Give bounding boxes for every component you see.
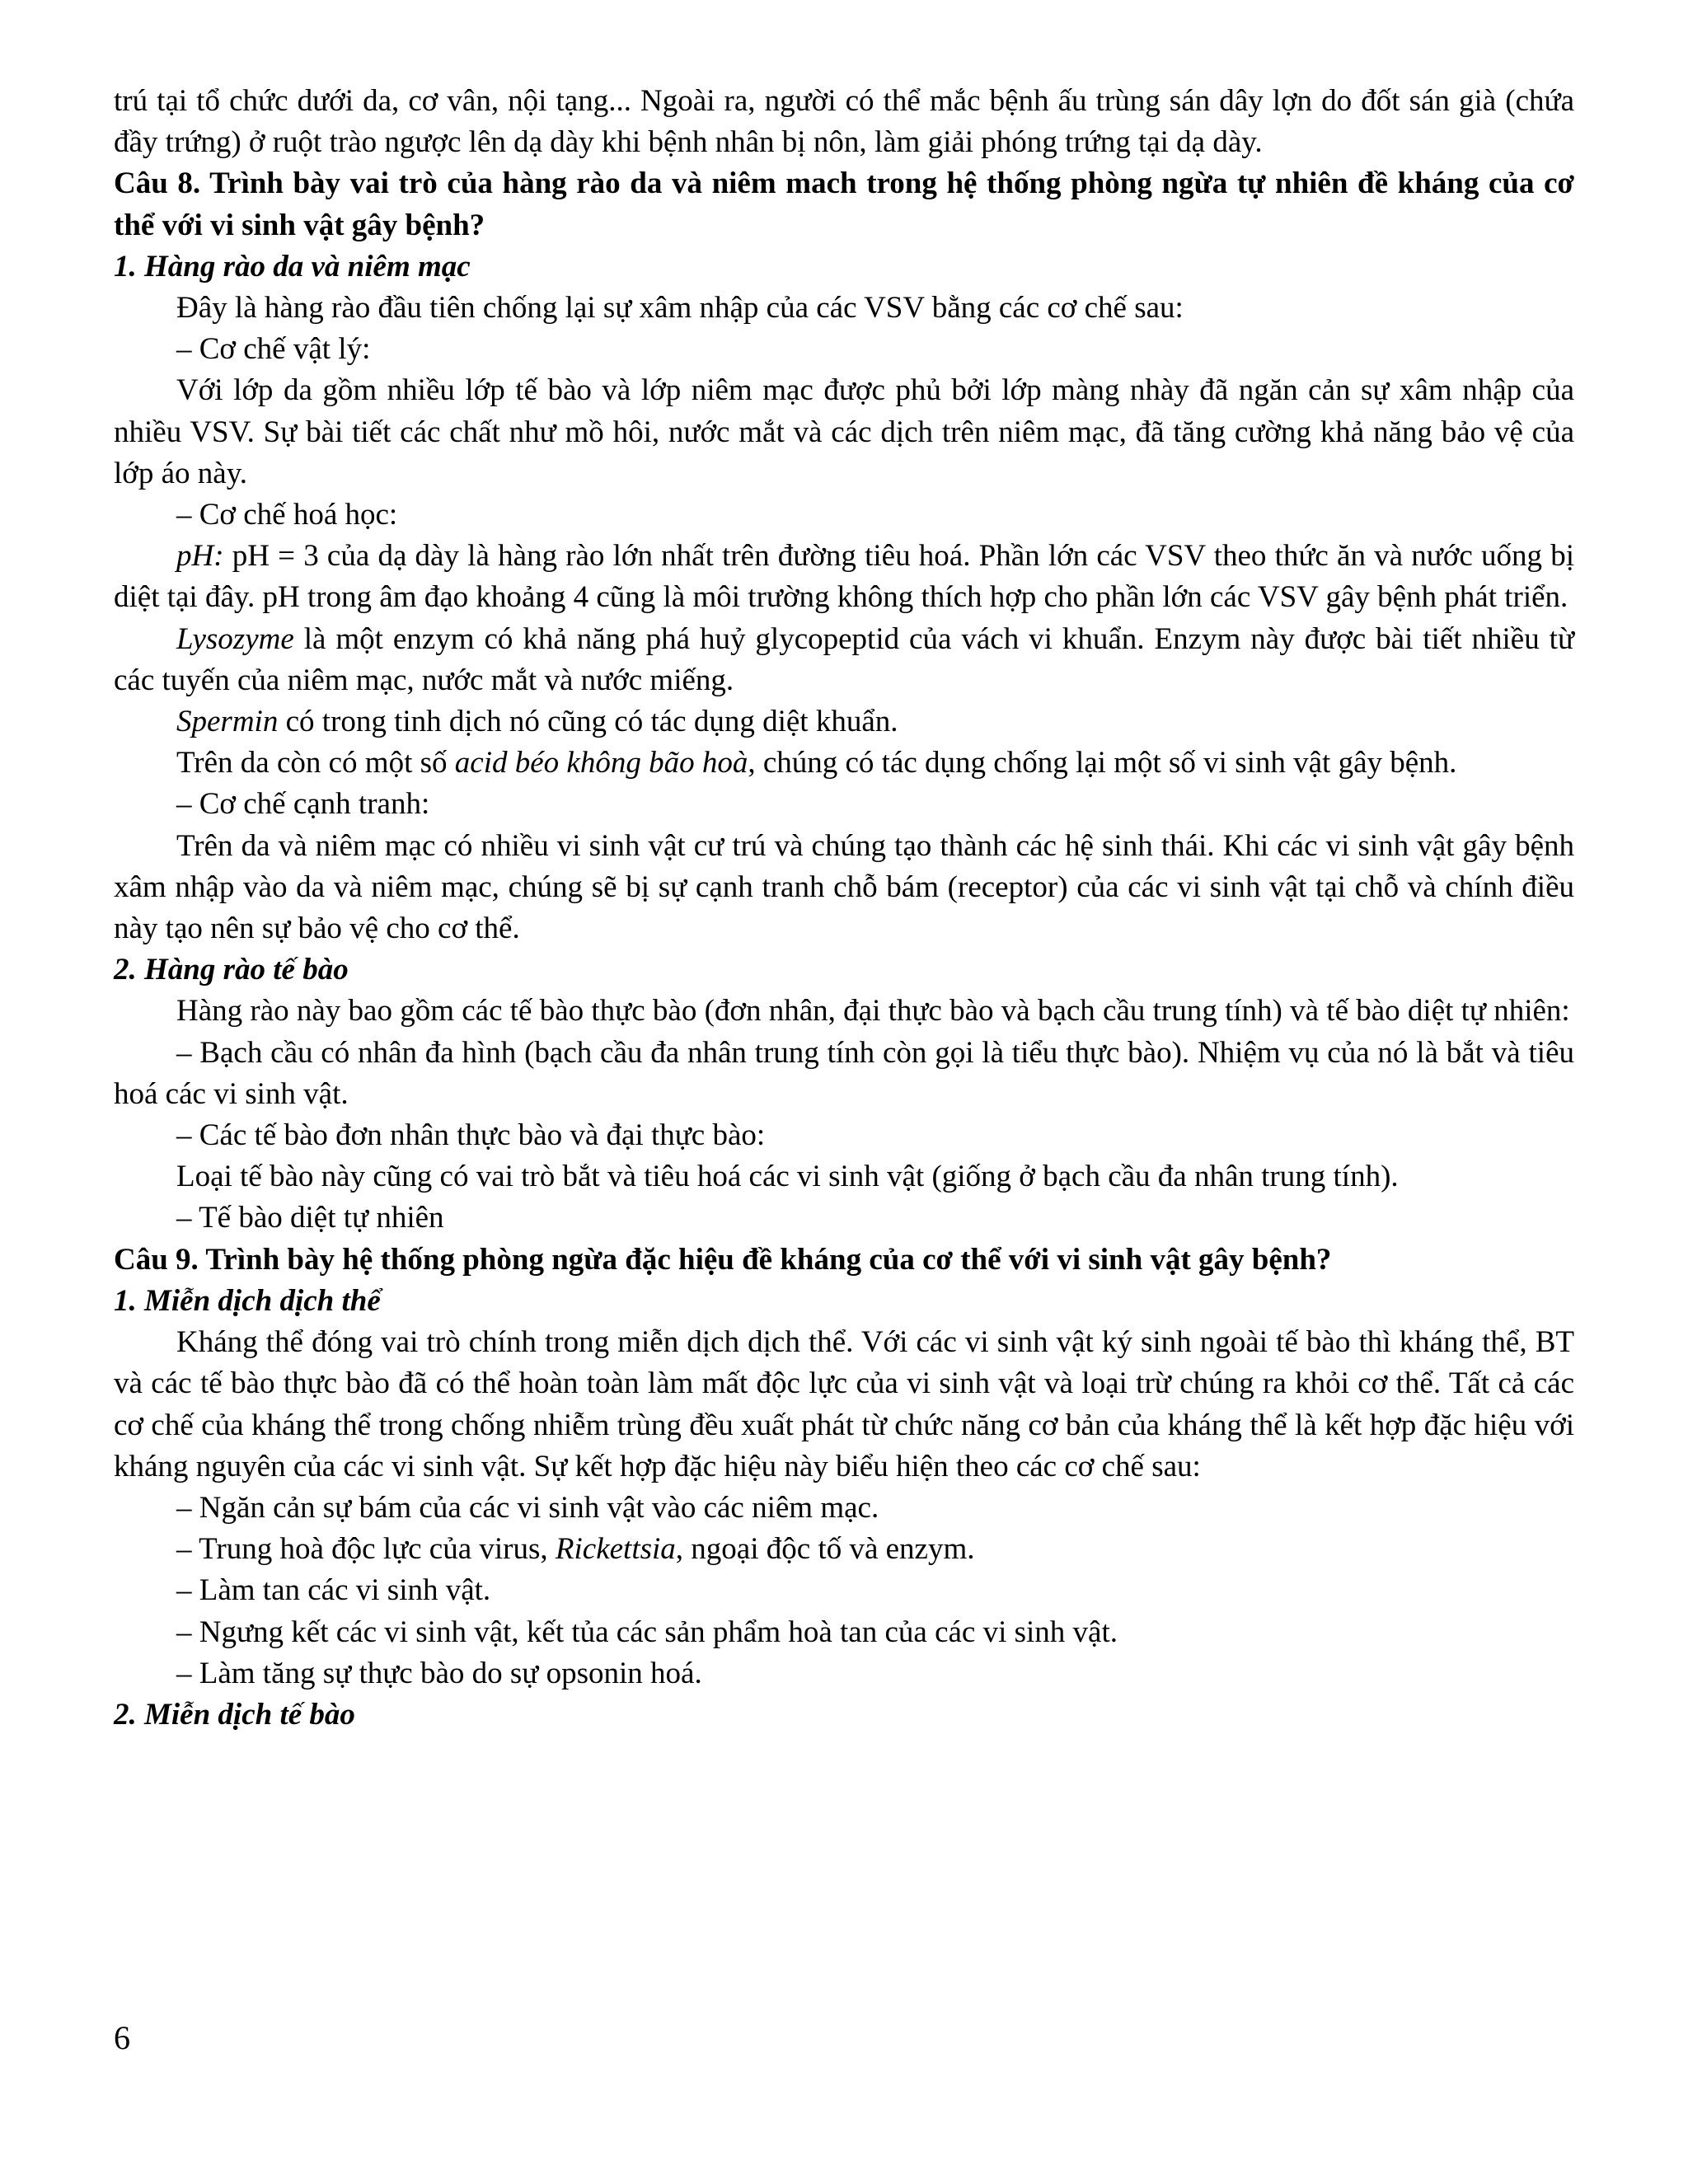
list-item: – Cơ chế cạnh tranh: — [176, 787, 430, 822]
term-acid: acid béo không bão hoà — [454, 746, 748, 780]
paragraph-text: có trong tinh dịch nó cũng có tác dụng diệt khuẩn. — [278, 705, 898, 739]
paragraph-text: pH = 3 của dạ dày là hàng rào lớn nhất trên đường tiêu hoá. Phần lớn các VSV theo thức ăn và nước uống bị diệt tại đây. pH trong âm đạo khoảng 4 cũng là môi trường không thích hợp cho phần lớn các VSV gây bệnh phát triển. — [114, 539, 1574, 615]
paragraph-text: , chúng có tác dụng chống lại một số vi sinh vật gây bệnh. — [748, 746, 1457, 780]
paragraph — [114, 701, 1574, 743]
term-rickettsia: Rickettsia — [555, 1532, 676, 1567]
page-number: 6 — [114, 2019, 130, 2056]
paragraph — [114, 619, 1574, 701]
question-heading-9: Câu 9. Trình bày hệ thống phòng ngừa đặc hiệu đề kháng của cơ thể với vi sinh vật gây bệnh? — [114, 1242, 1332, 1277]
paragraph: Đây là hàng rào đầu tiên chống lại sự xâm nhập của các VSV bằng các cơ chế sau: — [176, 291, 1184, 326]
question-heading-8: Câu 8. Trình bày vai trò của hàng rào da và niêm mach trong hệ thống phòng ngừa tự nhiên đề kháng của cơ thể với vi sinh vật gây bệnh? — [114, 166, 1574, 242]
section-heading: 1. Miễn dịch dịch thể — [114, 1283, 381, 1318]
paragraph — [114, 743, 1574, 784]
paragraph: Hàng rào này bao gồm các tế bào thực bào (đơn nhân, đại thực bào và bạch cầu trung tính) và tế bào diệt tự nhiên: — [176, 994, 1570, 1029]
paragraph: Trên da và niêm mạc có nhiều vi sinh vật cư trú và chúng tạo thành các hệ sinh thái. Khi các vi sinh vật gây bệnh xâm nhập vào da và niêm mạc, chúng sẽ bị sự cạnh tranh chỗ bám (receptor) của các vi sinh vật tại chỗ và chính điều này tạo nên sự bảo vệ cho cơ thể. — [114, 828, 1574, 946]
paragraph: Loại tế bào này cũng có vai trò bắt và tiêu hoá các vi sinh vật (giống ở bạch cầu đa nhân trung tính). — [176, 1160, 1399, 1194]
term-ph: pH: — [176, 539, 224, 574]
section-heading: 1. Hàng rào da và niêm mạc — [114, 249, 471, 284]
term-spermin: Spermin — [176, 705, 279, 739]
list-item: – Cơ chế vật lý: — [176, 332, 371, 367]
document-page — [114, 81, 1574, 1736]
list-item: – Bạch cầu có nhân đa hình (bạch cầu đa nhân trung tính còn gọi là tiểu thực bào). Nhiệm vụ của nó là bắt và tiêu hoá các vi sinh vật. — [114, 1035, 1574, 1111]
list-item: – Làm tăng sự thực bào do sự opsonin hoá. — [176, 1656, 702, 1690]
term-lysozyme: Lysozyme — [176, 621, 294, 656]
paragraph-text: , ngoại độc tố và enzym. — [675, 1532, 975, 1567]
paragraph: Kháng thể đóng vai trò chính trong miễn dịch dịch thể. Với các vi sinh vật ký sinh ngoài tế bào thì kháng thể, BT và các tế bào thực bào đã có thể hoàn toàn làm mất độc lực của vi sinh vật và loại trừ chúng ra khỏi cơ thể. Tất cả các cơ chế của kháng thể trong chống nhiễm trùng đều xuất phát từ chức năng cơ bản của kháng thể là kết hợp đặc hiệu với kháng nguyên của các vi sinh vật. Sự kết hợp đặc hiệu này biểu hiện theo các cơ chế sau: — [114, 1325, 1574, 1483]
paragraph-text: là một enzym có khả năng phá huỷ glycopeptid của vách vi khuẩn. Enzym này được bài tiết nhiều từ các tuyến của niêm mạc, nước mắt và nước miếng. — [114, 621, 1574, 697]
paragraph — [114, 536, 1574, 618]
paragraph-text: Trên da còn có một số — [176, 746, 455, 780]
list-item: – Các tế bào đơn nhân thực bào và đại thực bào: — [176, 1118, 766, 1153]
section-heading: 2. Hàng rào tế bào — [114, 953, 349, 987]
paragraph: Với lớp da gồm nhiều lớp tế bào và lớp niêm mạc được phủ bởi lớp màng nhày đã ngăn cản sự xâm nhập của nhiều VSV. Sự bài tiết các chất như mồ hôi, nước mắt và các dịch trên niêm mạc, đã tăng cường khả năng bảo vệ của lớp áo này. — [114, 373, 1574, 490]
list-item: – Làm tan các vi sinh vật. — [176, 1573, 491, 1608]
paragraph-text: – Trung hoà độc lực của virus, — [176, 1532, 556, 1567]
paragraph: trú tại tổ chức dưới da, cơ vân, nội tạng... Ngoài ra, người có thể mắc bệnh ấu trùng sán dây lợn do đốt sán già (chứa đầy trứng) ở ruột trào ngược lên dạ dày khi bệnh nhân bị nôn, làm giải phóng trứng tại dạ dày. — [114, 84, 1574, 160]
list-item: – Cơ chế hoá học: — [176, 498, 398, 532]
list-item — [114, 1529, 1574, 1570]
list-item: – Tế bào diệt tự nhiên — [176, 1201, 444, 1235]
list-item: – Ngăn cản sự bám của các vi sinh vật vào các niêm mạc. — [176, 1490, 879, 1525]
list-item: – Ngưng kết các vi sinh vật, kết tủa các sản phẩm hoà tan của các vi sinh vật. — [176, 1615, 1118, 1649]
section-heading: 2. Miễn dịch tế bào — [114, 1697, 355, 1732]
